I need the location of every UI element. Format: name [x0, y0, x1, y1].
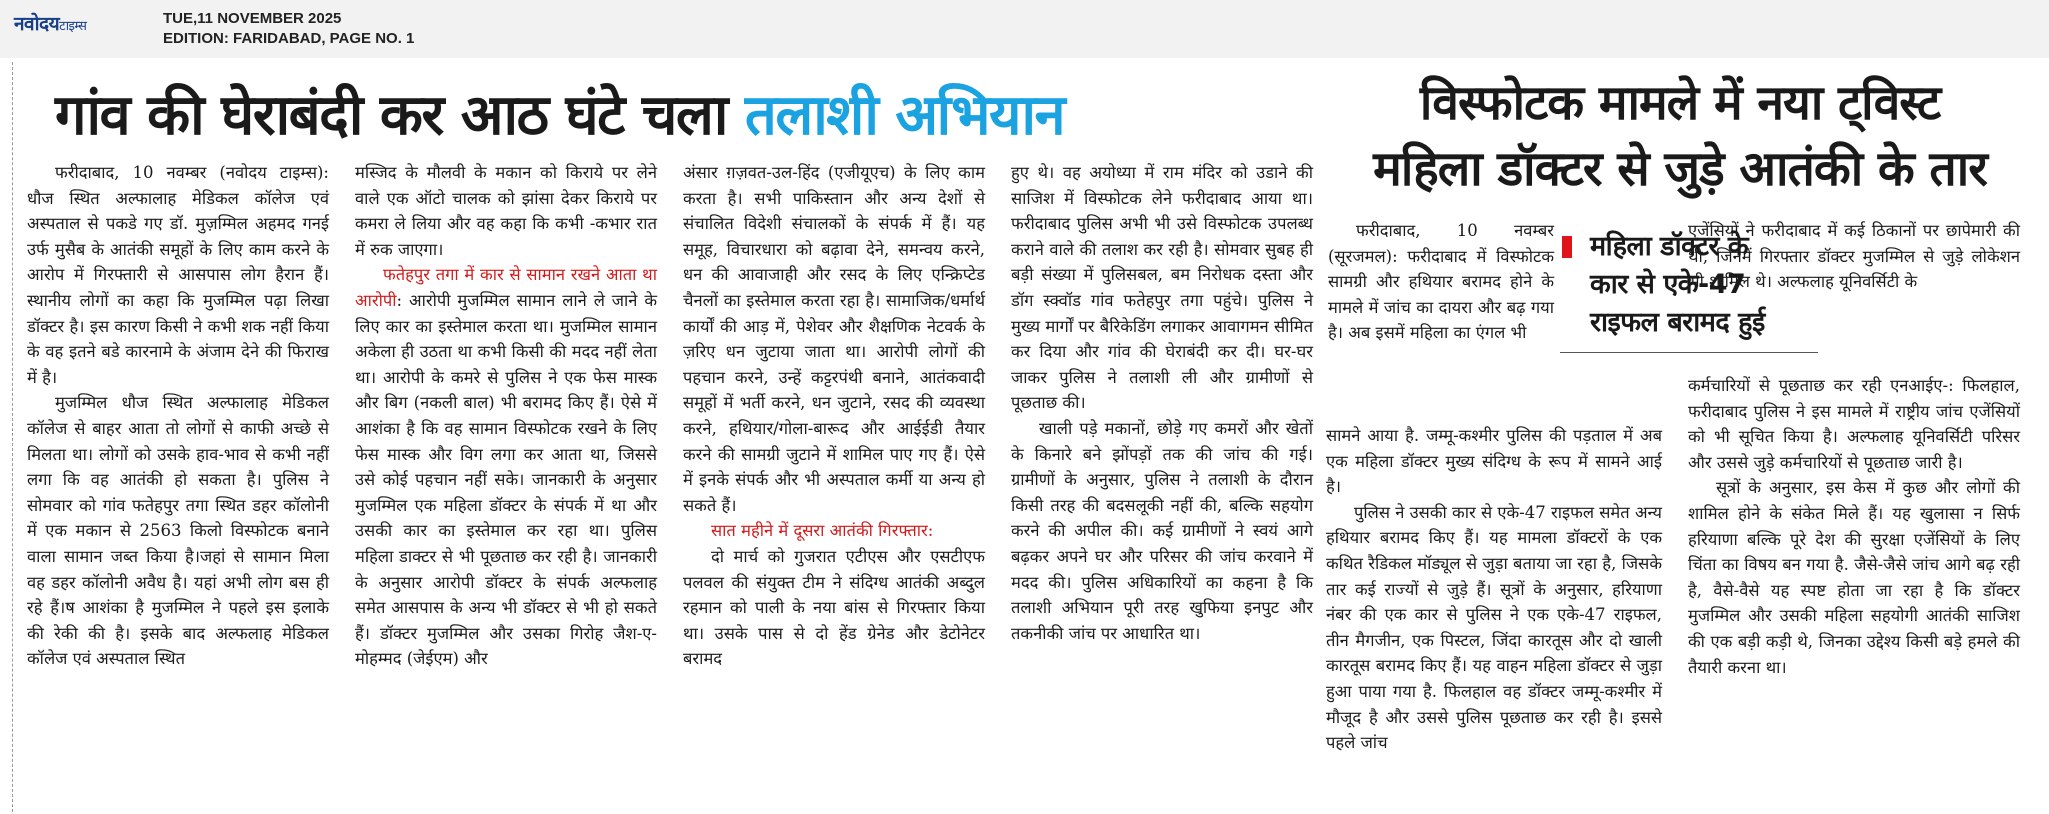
story1-paragraph: मुजम्मिल धौज स्थित अल्फालाह मेडिकल कॉलेज से बाहर आता तो लोगों से काफी अच्छे से मिलता था। लोगों को उसके हाव-भाव से कभी नहीं लगा कि वह आतंकी हो सकता है। पुलिस ने सोमवार को गांव फतेहपुर तगा स्थित डहर कॉलोनी में एक मकान से 2563 किलो विस्फोटक बनाने वाला सामान जब्त किया है।जहां से सामान मिला वह डहर कॉलोनी अवैध है। यहां अभी लोग बस ही रहे हैं।ष आशंका है मुजम्मिल ने पहले इस इलाके की रेकी की है। इसके बाद अल्फलाह मेडिकल कॉलेज एवं अस्पताल स्थित	[27, 393, 329, 669]
story1-paragraph: फरीदाबाद, 10 नवम्बर (नवोदय टाइम्स): धौज स्थित अल्फालाह मेडिकल कॉलेज एवं अस्पताल से पकडे गए डॉ. मुज़म्मिल अहमद गनई उर्फ मुसैब के आतंकी समूहों के लिए काम करने के आरोप में गिरफ्तारी से आसपास लोग हैरान हैं। स्थानीय लोगों का कहा कि मुजम्मिल पढ़ा लिखा डॉक्टर है। इस कारण किसी ने कभी शक नहीं किया के वह इतने बडे कारनामे के अंजाम देने की फिराख में है।	[27, 163, 329, 387]
story1-subhead	[683, 518, 985, 544]
edition-info	[163, 9, 414, 49]
pull-quote-rule	[1560, 352, 1818, 353]
logo-sub: टाइम्स	[59, 19, 87, 34]
story2-headline-line2: महिला डॉक्टर से जुड़े आतंकी के तार	[1373, 141, 1987, 197]
story2-paragraph: एजेंसियों ने फरीदाबाद में कई ठिकानों पर छापेमारी की थी, जिनमें गिरफ्तार डॉक्टर मुजम्मिल से जुड़े लोकेशन भी शामिल थे। अल्फलाह यूनिवर्सिटी के	[1688, 221, 2020, 292]
story1-column-3	[683, 160, 985, 672]
pull-quote-text: महिला डॉक्टर के कार से एके-47 राइफल बरामद हुई	[1590, 231, 1765, 338]
story1-subhead-paragraph	[355, 262, 657, 672]
story1-paragraph: अंसार ग़ज़वत-उल-हिंद (एजीयूएच) के लिए काम करता है। सभी पाकिस्तान और अन्य देशों से संचालित विदेशी संचालकों के संपर्क में हैं। यह समूह, विचारधारा को बढ़ावा देने, समन्वय करने, धन की आवाजाही और रसद के लिए एन्क्रिप्टेड चैनलों का इस्तेमाल करता रहा है। सामाजिक/धर्मार्थ कार्यों की आड़ में, पेशेवर और शैक्षणिक नेटवर्क के ज़रिए धन जुटाया जाता था। आरोपी लोगों की पहचान करने, उन्हें कट्टरपंथी बनाने, आतंकवादी समूहों में भर्ती करने, धन जुटाने, रसद की व्यवस्था करने, हथियार/गोला-बारूद और आईईडी तैयार करने की सामग्री जुटाने में शामिल पाए गए हैं। ऐसे में इनके संपर्क और भी अस्पताल कर्मी या अन्य हो सकते हैं।	[683, 163, 985, 515]
story1-paragraph: खाली पड़े मकानों, छोड़े गए कमरों और खेतों के किनारे बने झोंपड़ों तक की जांच की गई। ग्रामीणों के अनुसार, पुलिस ने तलाशी के दौरान किसी तरह की बदसलूकी नहीं की, बल्कि सहयोग करने की अपील की। कई ग्रामीणों ने स्वयं आगे बढ़कर अपने घर और परिसर की जांच करवाने में मदद की। पुलिस अधिकारियों का कहना है कि तलाशी अभियान पूरी तरह खुफिया इनपुट और तकनीकी जांच पर आधारित था।	[1011, 418, 1313, 643]
story2-paragraph: फरीदाबाद, 10 नवम्बर (सूरजमल): फरीदाबाद में विस्फोटक सामग्री और हथियार बरामद होने के मामले में जांच का दायरा और बढ़ गया है। अब इसमें महिला का एंगल भी	[1328, 221, 1554, 343]
story1-headline-main: गांव की घेराबंदी कर आठ घंटे चला	[55, 83, 745, 148]
story1-column-2	[355, 160, 657, 672]
story2-column-1-main	[1326, 423, 1662, 756]
story2-column-2-main	[1688, 373, 2020, 680]
edition-page: EDITION: FARIDABAD, PAGE NO. 1	[163, 30, 415, 47]
story1-column-4	[1011, 160, 1313, 646]
story1-column-1	[27, 160, 329, 672]
story2-paragraph: पुलिस ने उसकी कार से एके-47 राइफल समेत अन्य हथियार बरामद किए हैं। यह मामला डॉक्टरों के एक कथित रैडिकल मॉड्यूल से जुड़ा बताया जा रहा है, जिसके तार कई राज्यों से जुड़े हैं। सूत्रों के अनुसार, हरियाणा नंबर की एक कार से पुलिस ने एक एके-47 राइफल, तीन मैगजीन, एक पिस्टल, जिंदा कारतूस और दो खाली कारतूस बरामद किए हैं। यह वाहन महिला डॉक्टर से जुड़ा हुआ पाया गया है. फिलहाल वह डॉक्टर जम्मू-कश्मीर में मौजूद है और उससे पुलिस पूछताछ कर रही है। इससे पहले जांच	[1326, 502, 1662, 753]
story1-paragraph: हुए थे। वह अयोध्या में राम मंदिर को उडाने की साजिश में विस्फोटक लेने फरीदाबाद आया था। फरीदाबाद पुलिस अभी भी उसे विस्फोटक उपलब्ध कराने वाले की तलाश कर रही है। सोमवार सुबह ही बड़ी संख्या में पुलिसबल, बम निरोधक दस्ता और डॉग स्क्वॉड गांव फतेहपुर तगा पहुंचे। पुलिस ने मुख्य मार्गों पर बैरिकेडिंग लगाकर आवागमन सीमित कर दिया और गांव की घेराबंदी कर दी। घर-घर जाकर पुलिस ने तलाशी ली और ग्रामीणों से पूछताछ की।	[1011, 163, 1313, 413]
story2-paragraph: सूत्रों के अनुसार, इस केस में कुछ और लोगों की शामिल होने के संकेत मिले हैं। यह खुलासा न सिर्फ हरियाणा बल्कि पूरे देश की सुरक्षा एजेंसियों के लिए चिंता का विषय बन गया है. जैसे-जैसे जांच आगे बढ़ रही है, वैसे-वैसे यह स्पष्ट होता जा रहा है कि डॉक्टर मुजम्मिल और उसकी महिला सहयोगी आतंकी साजिश की एक बड़ी कड़ी थे, जिनका उद्देश्य किसी बड़े हमले की तैयारी करना था।	[1688, 478, 2020, 677]
left-column-rule	[12, 62, 13, 812]
masthead-bar	[0, 0, 2049, 58]
newspaper-logo[interactable]	[14, 10, 86, 36]
story2-column-1-top	[1328, 218, 1554, 346]
pull-quote-bullet	[1562, 236, 1572, 258]
story1-subhead-second-arrest: सात महीने में दूसरा आतंकी गिरफ्तार:	[711, 521, 934, 541]
story1-headline-highlight: तलाशी अभियान	[744, 83, 1065, 148]
story1-paragraph: मस्जिद के मौलवी के मकान को किराये पर लेने वाले एक ऑटो चालक को झांसा देकर किराये पर कमरा ले लिया और वह कहा कि कभी -कभार रात में रुक जाएगा।	[355, 163, 657, 259]
story2-paragraph: कर्मचारियों से पूछताछ कर रही एनआईए-: फिलहाल, फरीदाबाद पुलिस ने इस मामले में राष्ट्रीय जांच एजेंसियों को भी सूचित किया है। अल्फलाह यूनिवर्सिटी परिसर और उससे जुड़े कर्मचारियों से पूछताछ जारी है।	[1688, 376, 2020, 472]
story1-paragraph: दो मार्च को गुजरात एटीएस और एसटीएफ पलवल की संयुक्त टीम ने संदिग्ध आतंकी अब्दुल रहमान को पाली के नया बांस से गिरफ्तार किया था। उसके पास से दो हेंड ग्रेनेड और डेटोनेटर बरामद	[683, 546, 985, 669]
story1-paragraph-text: : आरोपी मुजम्मिल सामान लाने ले जाने के लिए कार का इस्तेमाल करता था। मुजम्मिल सामान अकेला ही उठता था कभी किसी की मदद नहीं लेता था। आरोपी के कमरे से पुलिस ने एक फेस मास्क और बिग (नकली बाल) भी बरामद किए हैं। ऐसे में आशंका है कि वह सामान विस्फोटक रखने के लिए फेस मास्क और विग लगा कर आता था, जिससे उसे कोई पहचान नहीं सके। जानकारी के अनुसार मुजम्मिल एक महिला डॉक्टर के संपर्क में था और उसकी कार का इस्तेमाल कर रहा था। पुलिस महिला डाक्टर से भी पूछताछ कर रही है। जानकारी के अनुसार आरोपी डॉक्टर के संपर्क अल्फलाह समेत आसपास के अन्य भी डॉक्टर से भी हो सकते हैं। डॉक्टर मुजम्मिल और उसका गिरोह जैश-ए-मोहम्मद (जेईएम) और	[355, 290, 657, 669]
story1-subhead-fatehpur: फतेहपुर तगा में कार से सामान रखने आता था आरोपी	[355, 265, 657, 310]
story2-paragraph: सामने आया है. जम्मू-कश्मीर पुलिस की पड़ताल में अब एक महिला डॉक्टर मुख्य संदिग्ध के रूप में सामने आई है।	[1326, 426, 1662, 497]
logo-main: नवोदय	[14, 13, 60, 35]
story2-headline-line1: विस्फोटक मामले में नया ट्विस्ट	[1419, 75, 1941, 131]
story1-headline	[55, 75, 1064, 151]
story2-headline	[1320, 70, 2040, 202]
story2-column-2-top	[1688, 218, 2020, 295]
issue-date: TUE,11 NOVEMBER 2025	[163, 10, 342, 27]
